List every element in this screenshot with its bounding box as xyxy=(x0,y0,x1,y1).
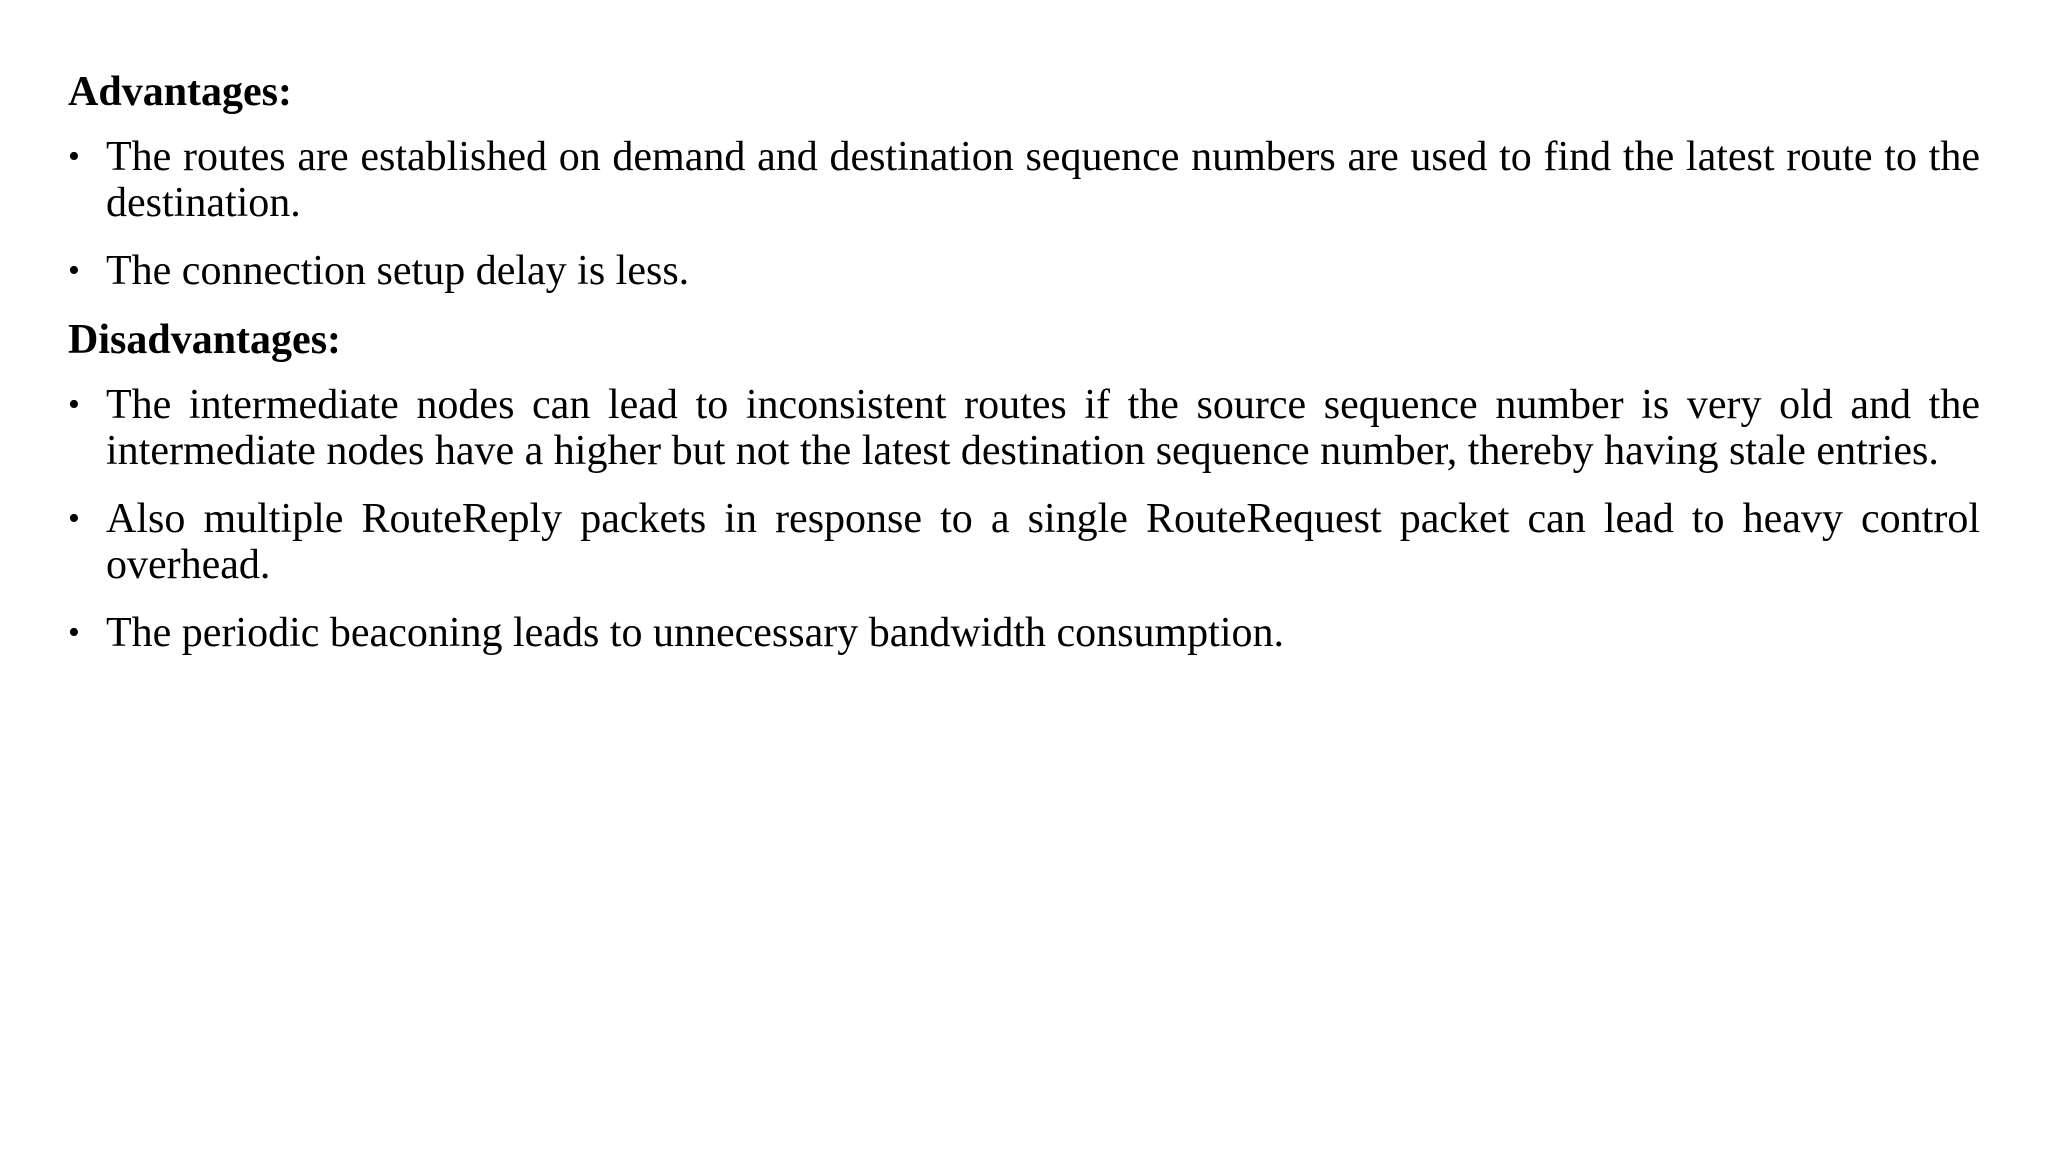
disadvantages-item-text: The intermediate nodes can lead to inconsistent routes if the source sequence number is very old and the intermediate nodes have a higher but not the latest destination sequence number, thereby having stale entries. xyxy=(106,382,1980,474)
advantages-item-text: The connection setup delay is less. xyxy=(106,248,690,294)
disadvantages-item xyxy=(68,496,1980,588)
bullet-icon: • xyxy=(68,138,80,175)
disadvantages-item xyxy=(68,382,1980,474)
disadvantages-list xyxy=(68,382,1980,656)
advantages-item xyxy=(68,134,1980,226)
disadvantages-item xyxy=(68,610,1980,656)
advantages-item-text: The routes are established on demand and destination sequence numbers are used to find the latest route to the destination. xyxy=(106,134,1980,226)
bullet-icon: • xyxy=(68,500,80,537)
disadvantages-item-text: The periodic beaconing leads to unnecessary bandwidth consumption. xyxy=(106,610,1285,656)
disadvantages-heading: Disadvantages: xyxy=(68,317,342,363)
bullet-icon: • xyxy=(68,614,80,651)
advantages-item xyxy=(68,248,1980,294)
advantages-list xyxy=(68,134,1980,294)
advantages-heading: Advantages: xyxy=(68,69,293,115)
bullet-icon: • xyxy=(68,386,80,423)
disadvantages-item-text: Also multiple RouteReply packets in response to a single RouteRequest packet can lead to heavy control overhead. xyxy=(106,496,1980,588)
bullet-icon: • xyxy=(68,252,80,289)
